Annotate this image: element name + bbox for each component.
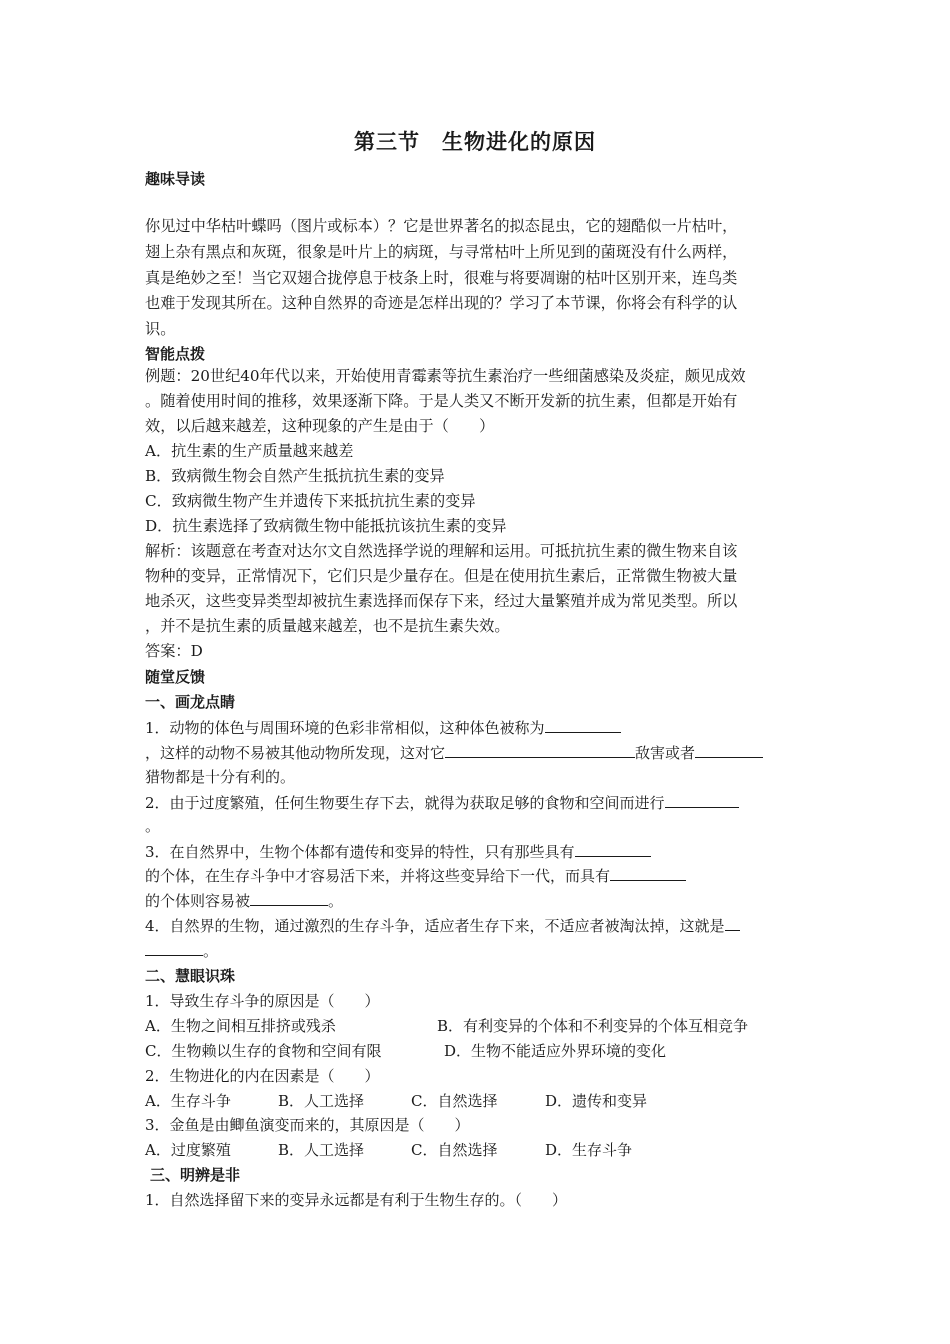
reading-line: 也难于发现其所在。这种自然界的奇迹是怎样出现的？学习了本节课，你将会有科学的认 bbox=[145, 294, 738, 313]
example-question bbox=[145, 364, 810, 664]
reading-line: 翅上杂有黑点和灰斑，很象是叶片上的病斑，与寻常枯叶上所见到的菌斑没有什么两样， bbox=[145, 242, 738, 261]
question-text: 的个体则容易被 bbox=[145, 892, 251, 910]
fill-question-1a bbox=[145, 716, 621, 738]
choice-question-3: 3．金鱼是由鲫鱼演变而来的，其原因是（ ） bbox=[145, 1116, 470, 1134]
analysis-line: ，并不是抗生素的质量越来越差，也不是抗生素失效。 bbox=[145, 617, 510, 635]
reading-line: 识。 bbox=[145, 320, 176, 339]
choice-option: B．有利变异的个体和不利变异的个体互相竞争 bbox=[437, 1017, 749, 1035]
example-option: D．抗生素选择了致病微生物中能抵抗该抗生素的变异 bbox=[145, 517, 507, 535]
fill-question-3c bbox=[145, 889, 343, 911]
fill-question-4a bbox=[145, 914, 740, 936]
fill-question-4b bbox=[145, 939, 218, 961]
answer-blank[interactable] bbox=[145, 939, 203, 956]
analysis-line: 解析：该题意在考查对达尔文自然选择学说的理解和运用。可抵抗抗生素的微生物来自该 bbox=[145, 542, 738, 560]
fill-question-3b bbox=[145, 864, 686, 886]
answer-blank[interactable] bbox=[545, 716, 621, 733]
fill-question-1b bbox=[145, 741, 763, 763]
question-text: 3．在自然界中，生物个体都有遗传和变异的特性，只有那些具有 bbox=[145, 843, 575, 861]
question-text: 4．自然界的生物，通过激烈的生存斗争，适应者生存下来，不适应者被淘汰掉，这就是 bbox=[145, 917, 725, 935]
answer-blank[interactable] bbox=[725, 914, 740, 931]
answer-blank[interactable] bbox=[445, 741, 635, 758]
answer-blank[interactable] bbox=[575, 840, 651, 857]
choice-option: A．生存斗争 bbox=[145, 1092, 231, 1110]
choice-option: A．过度繁殖 bbox=[145, 1141, 231, 1159]
question-text: 2．由于过度繁殖，任何生物要生存下去，就得为获取足够的食物和空间而进行 bbox=[145, 794, 665, 812]
reading-heading: 趣味导读 bbox=[145, 170, 206, 188]
choice-option: C．自然选择 bbox=[411, 1141, 498, 1159]
fill-question-1c: 猎物都是十分有利的。 bbox=[145, 768, 296, 786]
section2-heading: 二、慧眼识珠 bbox=[145, 967, 236, 985]
choice-option: D．生存斗争 bbox=[545, 1141, 633, 1159]
fill-question-2-end: 。 bbox=[145, 817, 161, 835]
question-text: 。 bbox=[203, 942, 219, 960]
reading-line: 真是绝妙之至！当它双翅合拢停息于枝条上时，很难与将要凋谢的枯叶区别开来，连鸟类 bbox=[145, 268, 738, 287]
analysis-line: 地杀灭，这些变异类型却被抗生素选择而保存下来，经过大量繁殖并成为常见类型。所以 bbox=[145, 592, 738, 610]
choice-option: B．人工选择 bbox=[278, 1092, 365, 1110]
page-title: 第三节 生物进化的原因 bbox=[354, 130, 596, 154]
question-text: ，这样的动物不易被其他动物所发现，这对它 bbox=[145, 744, 446, 762]
judge-question-1: 1．自然选择留下来的变异永远都是有利于生物生存的。（ ） bbox=[145, 1191, 568, 1209]
question-text: 1．动物的体色与周围环境的色彩非常相似，这种体色被称为 bbox=[145, 719, 545, 737]
answer-blank[interactable] bbox=[695, 741, 763, 758]
question-text: 。 bbox=[328, 892, 344, 910]
answer-blank[interactable] bbox=[250, 889, 328, 906]
choice-option: C．自然选择 bbox=[411, 1092, 498, 1110]
analysis-line: 物种的变异，正常情况下，它们只是少量存在。但是在使用抗生素后，正常微生物被大量 bbox=[145, 567, 738, 585]
question-text: 的个体，在生存斗争中才容易活下来，并将这些变异给下一代，而具有 bbox=[145, 867, 611, 885]
guide-heading: 智能点拨 bbox=[145, 345, 206, 363]
answer-line: 答案：D bbox=[145, 642, 203, 660]
reading-paragraph bbox=[145, 214, 810, 343]
fill-question-2 bbox=[145, 791, 739, 813]
feedback-heading: 随堂反馈 bbox=[145, 668, 206, 686]
example-option: B．致病微生物会自然产生抵抗抗生素的变异 bbox=[145, 467, 445, 485]
question-text: 敌害或者 bbox=[635, 744, 696, 762]
choice-option: D．遗传和变异 bbox=[545, 1092, 648, 1110]
example-option: C．致病微生物产生并遗传下来抵抗抗生素的变异 bbox=[145, 492, 476, 510]
choice-option: B．人工选择 bbox=[278, 1141, 365, 1159]
choice-option: D．生物不能适应外界环境的变化 bbox=[444, 1042, 667, 1060]
choice-question-2: 2．生物进化的内在因素是（ ） bbox=[145, 1067, 380, 1085]
choice-option: C．生物赖以生存的食物和空间有限 bbox=[145, 1042, 382, 1060]
reading-line: 你见过中华枯叶蝶吗（图片或标本）？它是世界著名的拟态昆虫，它的翅酷似一片枯叶， bbox=[145, 217, 738, 235]
example-option: A．抗生素的生产质量越来越差 bbox=[145, 442, 354, 460]
choice-option: A．生物之间相互排挤或残杀 bbox=[145, 1017, 336, 1035]
answer-blank[interactable] bbox=[665, 791, 739, 808]
answer-blank[interactable] bbox=[610, 864, 686, 881]
example-line: 效，以后越来越差，这种现象的产生是由于（ ） bbox=[145, 417, 495, 435]
section3-heading: 三、明辨是非 bbox=[150, 1166, 241, 1184]
fill-question-3a bbox=[145, 840, 651, 862]
section1-heading: 一、画龙点睛 bbox=[145, 693, 236, 711]
example-line: 。随着使用时间的推移，效果逐渐下降。于是人类又不断开发新的抗生素，但都是开始有 bbox=[145, 392, 738, 410]
example-line: 例题：20世纪40年代以来，开始使用青霉素等抗生素治疗一些细菌感染及炎症，颇见成效 bbox=[145, 367, 746, 385]
choice-question-1: 1．导致生存斗争的原因是（ ） bbox=[145, 992, 380, 1010]
